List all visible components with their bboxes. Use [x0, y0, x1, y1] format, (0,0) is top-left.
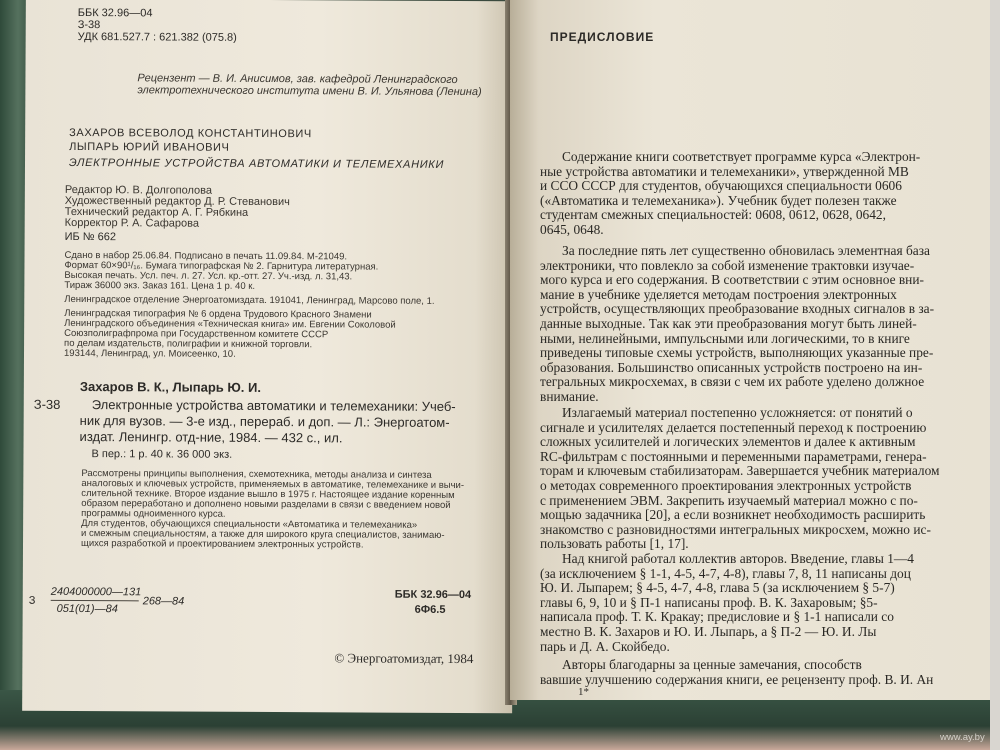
p4-line: Над книгой работал коллектив авторов. Введение, главы 1—4	[562, 551, 914, 566]
editor-3: Технический редактор А. Г. Рябкина	[64, 205, 249, 219]
catalog-authors: Захаров В. К., Лыпарь Ю. И.	[79, 379, 262, 395]
print-info-2: Формат 60×90¹/₁₆. Бумага типографская № 2. Гарнитура литературная.	[64, 259, 379, 273]
catalog-code: З-38	[33, 396, 61, 412]
p4-line: Ю. И. Лыпарем; § 4-5, 4-7, 4-8, глава 5 (за исключением § 5-7)	[540, 580, 895, 596]
p3-line: сигнале и усилителях делается постепенный переход к построению	[540, 419, 927, 435]
p1-line: («Автоматика и телемеханика»). Учебник будет полезен также	[540, 192, 897, 208]
formula-denominator: 051(01)—84	[56, 602, 118, 616]
p3-line: знакомство с разновидностями интегральных микросхем, можно ис-	[540, 521, 931, 537]
p2-line: данные выходные. Так как эти преобразования могут быть линей-	[540, 315, 917, 331]
printer-line-2: Ленинградского объединения «Техническая книга» им. Евгении Соколовой	[64, 317, 396, 331]
annotation-6: Для студентов, обучающихся специальности «Автоматика и телемеханика»	[81, 518, 418, 531]
bbk-bottom: ББК 32.96—04	[394, 588, 472, 602]
bbk-top: ББК 32.96—04	[77, 6, 153, 20]
udk: УДК 681.527.7 : 621.382 (075.8)	[77, 30, 237, 44]
p3-line: с применением ЭВМ. Закрепить изучаемый материал можно с по-	[540, 492, 918, 508]
p2-line: внимание.	[540, 388, 599, 404]
annotation-3: слительной технике. Второе издание вышло в 1975 г. Настоящее издание коренным	[81, 488, 455, 501]
p4-line: местно В. К. Захаров и Ю. И. Лыпарь, а § П-2 — Ю. И. Лы	[540, 623, 877, 639]
catalog-line-3: издат. Ленингр. отд-ние, 1984. — 432 с., ил.	[79, 429, 343, 446]
p3-line: RC-фильтрам с постоянными и переменными параметрами, генера-	[540, 448, 927, 464]
watermark: www.ay.by	[940, 732, 985, 743]
ib-number: ИБ № 662	[64, 230, 117, 244]
publisher-line: Ленинградское отделение Энергоатомиздата. 191041, Ленинград, Марсово поле, 1.	[64, 293, 435, 307]
preface-paragraph-5	[540, 658, 990, 687]
p1-line: 0645, 0648.	[540, 221, 604, 237]
p3-line: сложных усилителей и логических элементов и далее к активным	[540, 434, 916, 450]
preface-heading: ПРЕДИСЛОВИЕ	[550, 30, 655, 44]
right-page	[510, 0, 990, 700]
p4-line: (за исключением § 1-1, 4-5, 4-7, 4-8), главы 7, 8, 11 написаны доц	[540, 565, 911, 581]
p2-line: образования. Большинство описанных устройств построено на ин-	[540, 359, 923, 375]
printer-line-4: по делам издательств, полиграфии и книжной торговли.	[64, 337, 313, 351]
annotation-4: образом переработано и дополнено новыми разделами в связи с введением новой	[81, 498, 451, 511]
preface-paragraph-1	[540, 150, 990, 238]
book-title: ЭЛЕКТРОННЫЕ УСТРОЙСТВА АВТОМАТИКИ И ТЕЛЕМЕХАНИКИ	[68, 156, 445, 171]
p2-line: За последние пять лет существенно обновилась элементная база	[562, 243, 930, 258]
catalog-line-2: ник для вузов. — 3-е изд., перераб. и доп. — Л.: Энергоатом-	[79, 413, 450, 430]
signature-mark: 1*	[578, 686, 589, 698]
annotation-8: щихся разработкой и проектированием электронных устройств.	[80, 538, 364, 551]
printer-line-1: Ленинградская типография № 6 ордена Трудового Красного Знамени	[64, 307, 372, 321]
p5-line: вавшие улучшению содержания книги, ее рецензенту проф. В. И. Ан	[540, 671, 934, 687]
p2-line: приведены типовые схемы устройств, выполняющих указанные пре-	[540, 345, 934, 361]
formula-prefix: З	[28, 594, 36, 607]
print-info-1: Сдано в набор 25.06.84. Подписано в печать 11.09.84. М-21049.	[64, 249, 348, 263]
copyright: © Энергоатомиздат, 1984	[334, 650, 474, 667]
left-page	[22, 0, 516, 713]
p2-line: ными, нелинейными, импульсными или логическими, то в книге	[540, 330, 910, 346]
p4-line: главы 6, 9, 10 и § П-1 написаны проф. В. К. Захаровым; §5-	[540, 594, 878, 610]
preface-paragraph-2	[540, 244, 990, 405]
print-info-3: Высокая печать. Усл. печ. л. 27. Усл. кр.-отт. 27. Уч.-изд. л. 31,43.	[64, 269, 353, 283]
formula-suffix: 268—84	[142, 595, 185, 608]
book-code: З-38	[77, 18, 101, 32]
annotation-5: программы одноименного курса.	[81, 508, 226, 520]
p2-line: мого курса и его содержания. В соответствии с этим основное вни-	[540, 272, 924, 288]
p2-line: тегральных микросхемах, в связи с чем их работе уделено должное	[540, 374, 925, 390]
annotation-1: Рассмотрены принципы выполнения, схемотехника, методы анализа и синтеза	[81, 468, 432, 481]
p3-line: о методах современного проектирования электронных устройств	[540, 477, 912, 493]
author-1: ЗАХАРОВ ВСЕВОЛОД КОНСТАНТИНОВИЧ	[69, 126, 312, 141]
p5-line: Авторы благодарны за ценные замечания, способств	[562, 657, 862, 672]
p2-line: устройств, осуществляющих преобразование входных сигналов в за-	[540, 301, 935, 317]
p4-line: парь и Д. А. Скойбедо.	[540, 638, 670, 654]
p3-line: Излагаемый материал постепенно усложняется: от понятий о	[562, 405, 913, 420]
editor-1: Редактор Ю. В. Долгополова	[64, 183, 213, 197]
p1-line: и ССО СССР для студентов, обучающихся специальности 0606	[540, 178, 902, 194]
catalog-line-1: Электронные устройства автоматики и телемеханики: Учеб-	[91, 397, 456, 414]
catalog-price: В пер.: 1 р. 40 к. 36 000 экз.	[91, 448, 233, 461]
p3-line: пользовать работы [1, 17].	[540, 536, 689, 552]
formula-fraction-bar	[51, 600, 139, 601]
preface-paragraph-3	[540, 406, 990, 552]
formula-numerator: 2404000000—131	[50, 585, 142, 599]
p2-line: электроники, что повлекло за собой изменение трактовки изучае-	[540, 257, 915, 273]
print-info-4: Тираж 36000 экз. Заказ 161. Цена 1 р. 40 к.	[64, 279, 256, 292]
printer-line-5: 193144, Ленинград, ул. Моисеенко, 10.	[63, 347, 236, 360]
reviewer-line-1: Рецензент — В. И. Анисимов, зав. кафедрой Ленинградского	[137, 72, 458, 86]
annotation-7: и смежным специальностям, а также для широкого круга специалистов, занимаю-	[81, 528, 445, 541]
p1-line: ные устройства автоматики и телемеханики», утвержденной МВ	[540, 163, 909, 179]
author-2: ЛЫПАРЬ ЮРИЙ ИВАНОВИЧ	[69, 140, 230, 154]
p2-line: мание в учебнике уделяется методам построения электронных	[540, 286, 897, 302]
classification-bottom: 6Ф6.5	[414, 603, 446, 616]
reviewer-line-2: электротехнического института имени В. И. Ульянова (Ленина)	[137, 84, 482, 99]
p3-line: мощью задачника [20], а если возникнет необходимость расширить	[540, 507, 926, 523]
p1-line: студентам смежных специальностей: 0608, 0612, 0628, 0642,	[540, 207, 886, 223]
editor-4: Корректор Р. А. Сафарова	[64, 216, 200, 230]
editor-2: Художественный редактор Д. Р. Стеванович	[64, 194, 290, 209]
p4-line: написала проф. Т. К. Кракау; предисловие и § 1-1 написали со	[540, 609, 894, 625]
p3-line: торам и ключевым стабилизаторам. Завершается учебник материалом	[540, 463, 940, 479]
p1-line: Содержание книги соответствует программе курса «Электрон-	[562, 149, 921, 164]
table-surface	[990, 0, 1000, 750]
printer-line-3: Союзполиграфпрома при Государственном комитете СССР	[64, 327, 329, 341]
preface-paragraph-4	[540, 552, 990, 654]
annotation-2: аналоговых и ключевых устройств, применяемых в автоматике, телемеханике и вычи-	[81, 478, 465, 492]
